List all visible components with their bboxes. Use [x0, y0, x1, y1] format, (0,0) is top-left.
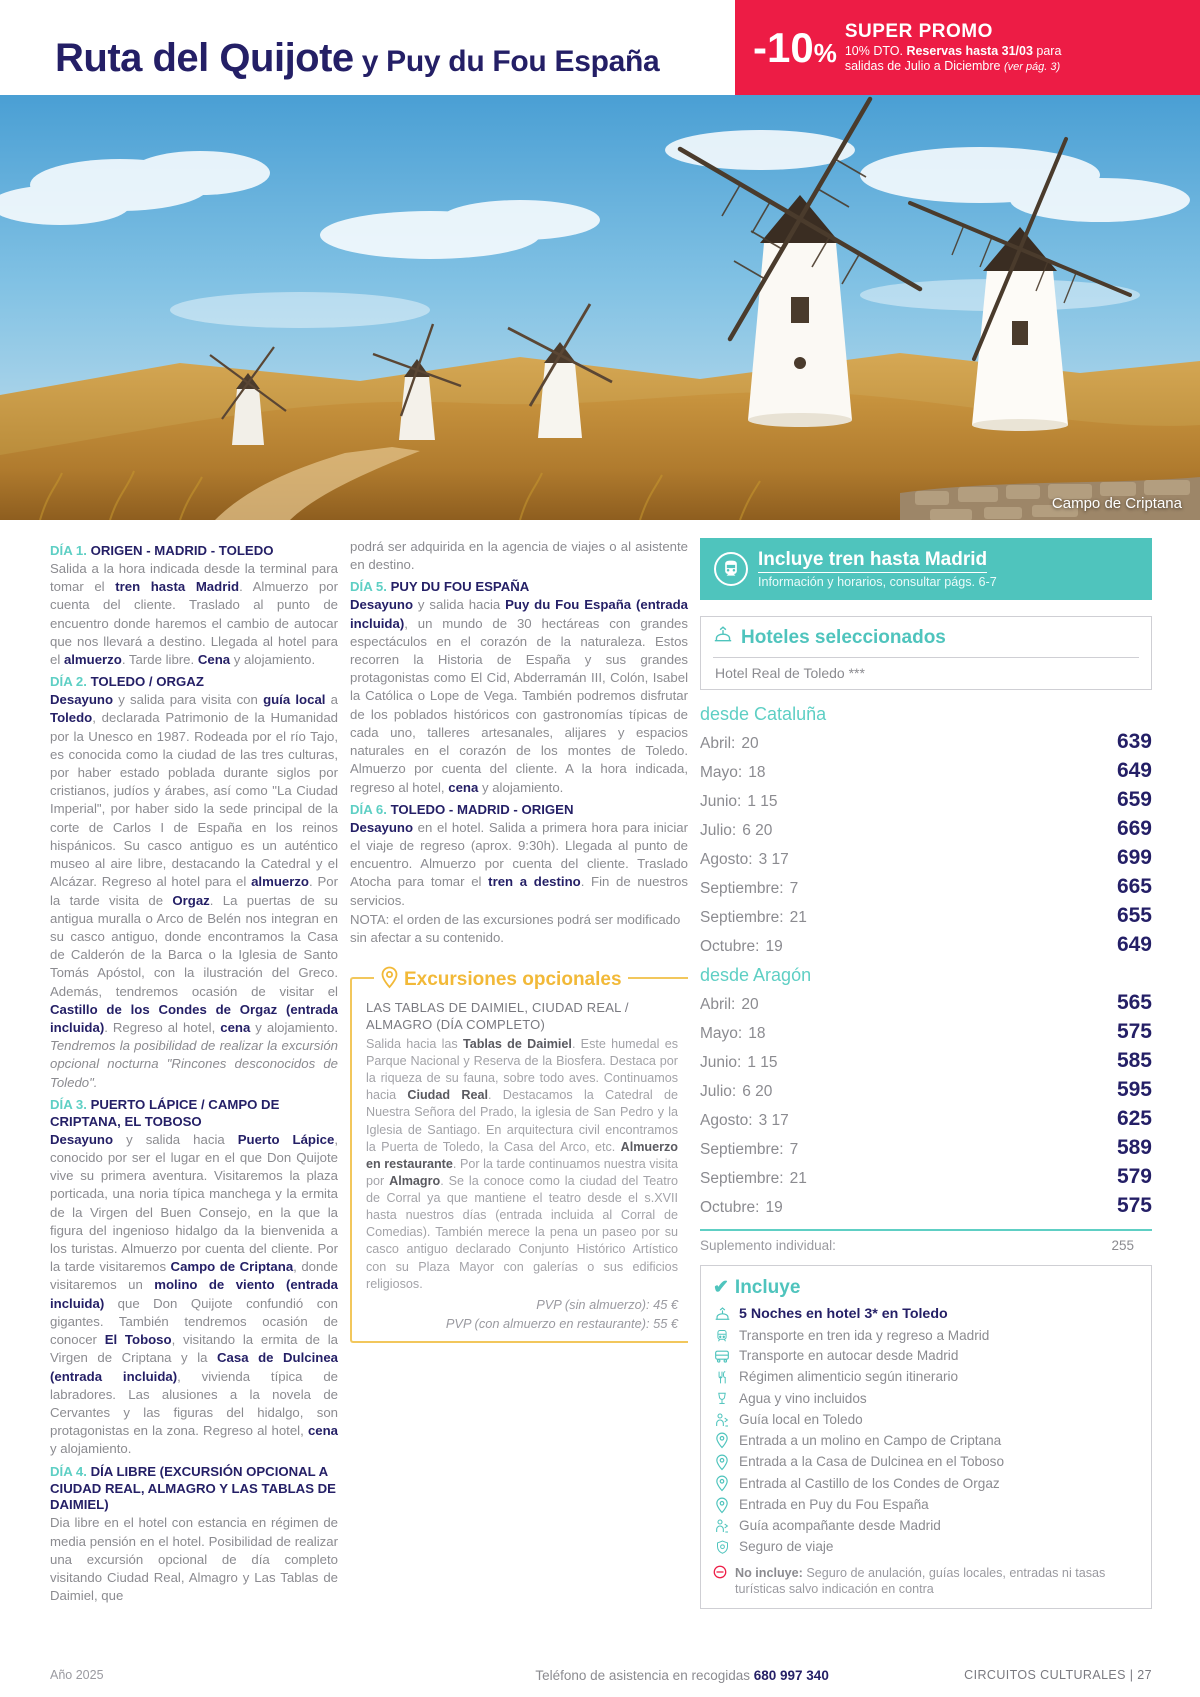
- not-included-label: No incluye:: [735, 1566, 803, 1581]
- price-row: [700, 930, 1152, 959]
- price-row: [700, 872, 1152, 901]
- bed-icon: [713, 1307, 731, 1322]
- price-month: Junio:: [700, 792, 742, 810]
- include-label: Agua y vino incluidos: [739, 1390, 867, 1406]
- pin-icon: [713, 1454, 731, 1471]
- windmills-illustration: [0, 95, 1200, 520]
- price-dates: 18: [748, 1024, 766, 1042]
- includes-title: Incluye: [734, 1276, 801, 1298]
- excursion-price-2: PVP (con almuerzo en restaurante): 55 €: [445, 1315, 678, 1331]
- day-title: ORIGEN - MADRID - TOLEDO: [90, 543, 274, 558]
- hero-image: [0, 95, 1200, 520]
- not-included-detail: Seguro de anulación, guías locales, entradas ni tasas turísticas salvo indicación en contra: [735, 1566, 1106, 1597]
- day-heading: [50, 1464, 338, 1515]
- price-value: 595: [1116, 1077, 1152, 1101]
- price-row: [700, 1017, 1152, 1046]
- price-label: [700, 735, 759, 753]
- include-label: Seguro de viaje: [739, 1538, 834, 1554]
- price-month: Septiembre:: [700, 1140, 784, 1158]
- price-label: [700, 851, 789, 869]
- price-month: Abril:: [700, 995, 736, 1013]
- price-label: [700, 880, 798, 898]
- itinerary-column-left: [0, 538, 350, 1609]
- price-label: [700, 996, 759, 1014]
- hotels-box: [700, 616, 1152, 690]
- price-row: [700, 1046, 1152, 1075]
- promo-title: SUPER PROMO: [844, 20, 993, 42]
- price-value: 575: [1116, 1193, 1152, 1217]
- price-dates: 1 15: [747, 792, 778, 810]
- day-text-continued: podrá ser adquirida en la agencia de viajes o al asistente en destino.: [350, 539, 688, 573]
- train-icon: [714, 552, 748, 586]
- day-heading: [350, 579, 688, 596]
- price-row: [700, 1191, 1152, 1220]
- price-month: Mayo:: [700, 763, 743, 781]
- promo-line1-c: para: [1032, 43, 1062, 58]
- price-group-cataluna: [700, 704, 1152, 959]
- price-value: 625: [1116, 1106, 1152, 1130]
- excursions-title: Excursiones opcionales: [404, 969, 622, 991]
- promo-percent: [753, 23, 837, 71]
- price-label: [700, 764, 765, 782]
- price-value: 669: [1116, 816, 1152, 840]
- price-month: Septiembre:: [700, 1169, 784, 1187]
- includes-box: [700, 1265, 1152, 1609]
- day-text: Dia libre en el hotel con estancia en régimen de media pensión en el hotel. Posibilidad de realizar una excursión opcional de día completo visitando Ciudad Real, Almagro y Las Tablas de Daimiel, que: [50, 1515, 338, 1604]
- day-text: Salida a la hora indicada desde la terminal para tomar el tren hasta Madrid. Almuerzo por cuenta del cliente. Traslado al punto de encuentro donde haremos el cambio de autocar que nos llevará a destino. Llegada al hotel para el almuerzo. Tarde libre. Cena y alojamiento.: [50, 560, 338, 667]
- sidebar-column: [700, 538, 1200, 1609]
- pin-icon: [713, 1475, 731, 1492]
- include-label: Entrada al Castillo de los Condes de Orgaz: [739, 1475, 1000, 1491]
- promo-percent-value: -10: [753, 23, 814, 71]
- include-label: Entrada a un molino en Campo de Criptana: [739, 1432, 1002, 1448]
- price-value: 589: [1116, 1135, 1152, 1159]
- price-month: Julio:: [700, 821, 737, 839]
- page-header: [0, 0, 1200, 95]
- price-row: [700, 785, 1152, 814]
- train-included-banner: [700, 538, 1152, 600]
- price-label: [700, 1083, 772, 1101]
- itinerary-note: NOTA: el orden de las excursiones podrá ser modificado sin afectar a su contenido.: [350, 911, 681, 945]
- shield-icon: [713, 1539, 731, 1555]
- day-text: Desayuno y salida hacia Puy du Fou España (entrada incluida), un mundo de 30 hectáreas con grandes espectáculos en el corazón de la naturaleza. Estos recorren la Historia de España y sus grandes protagonistas como El Cid, Abderramán III, Colón, Isabel la Católica o Lope de Vega. También podremos disfrutar de los poblados históricos con gastronomías típicas de cada uno, talleres artesanales, alijares y espacios naturales en el corazón de los montes de Toledo. Almuerzo por cuenta del cliente. A la hora indicada, regreso al hotel, cena y alojamiento.: [350, 597, 689, 795]
- price-month: Agosto:: [700, 1111, 753, 1129]
- day-title: TOLEDO / ORGAZ: [90, 674, 204, 690]
- promo-line2-b: (ver pág. 3): [1003, 61, 1061, 74]
- promo-line1-a: 10% DTO.: [844, 43, 907, 58]
- pin-icon: [713, 1432, 731, 1449]
- price-month: Abril:: [700, 734, 736, 752]
- price-value: 699: [1116, 845, 1152, 869]
- price-dates: 21: [789, 908, 807, 926]
- price-month: Mayo:: [700, 1024, 743, 1042]
- price-origin-label: desde Cataluña: [700, 704, 827, 724]
- include-item: [713, 1388, 1139, 1409]
- check-icon: ✔: [713, 1277, 729, 1298]
- price-month: Junio:: [700, 1053, 742, 1071]
- price-month: Septiembre:: [700, 908, 784, 926]
- price-dates: 18: [748, 763, 766, 781]
- day-number: DÍA 1.: [50, 543, 87, 558]
- include-item: [713, 1473, 1139, 1494]
- train-icon: [713, 1328, 731, 1344]
- price-month: Septiembre:: [700, 879, 784, 897]
- train-banner-subtitle: Información y horarios, consultar págs. 6-7: [758, 575, 997, 589]
- day-heading: [50, 1097, 338, 1131]
- include-label: 5 Noches en hotel 3* en Toledo: [739, 1306, 948, 1323]
- price-value: 639: [1116, 729, 1152, 753]
- price-dates: 7: [789, 879, 799, 897]
- price-value: 649: [1116, 932, 1152, 956]
- hotels-title: Hoteles seleccionados: [741, 626, 946, 648]
- price-row: [700, 1104, 1152, 1133]
- pin-icon: [713, 1497, 731, 1514]
- price-label: [700, 793, 778, 811]
- price-month: Julio:: [700, 1082, 737, 1100]
- price-row: [700, 1075, 1152, 1104]
- day-number: DÍA 5.: [350, 579, 387, 595]
- day-text: Desayuno y salida hacia Puerto Lápice, conocido por ser el lugar en el que Don Quijote vive su primera aventura. Visitaremos la plaza porticada, una noria típica manchega y la ermita de la Virgen del Buen Consejo, en la que la figura del ingenioso hidalgo da la bienvenida a los turistas. Almuerzo por cuenta del cliente. Por la tarde visitaremos Campo de Criptana, donde visitaremos un molino de viento (entrada incluida) que Don Quijote confundió con gigantes. También tendremos ocasión de conocer El Toboso, visitando la ermita de la Virgen de Criptana y la Casa de Dulcinea (entrada incluida), vivienda típica de labradores. Las alusiones a la novela de Cervantes y las figuras del hidalgo, son protagonistas en la zona. Regreso al hotel, cena y alojamiento.: [50, 1131, 339, 1457]
- day-block-2: [50, 674, 338, 1092]
- excursion-subtitle: LAS TABLAS DE DAIMIEL, CIUDAD REAL / ALMAGRO (DÍA COMPLETO): [366, 1000, 629, 1033]
- price-dates: 7: [789, 1140, 799, 1158]
- day-heading: [50, 543, 338, 560]
- excursion-body: Salida hacia las Tablas de Daimiel. Este humedal es Parque Nacional y Reserva de la Biosfera. Destaca por la riqueza de su fauna, sobre todo aves. Continuamos hacia Ciudad Real. Destacamos la Catedral de Nuestra Señora del Prado, la iglesia de San Pedro y la Iglesia de Santiago. En arquitectura civil encontramos la Puerta de Toledo, la Casa del Arco, etc. Almuerzo en restaurante. Por la tarde continuamos nuestra visita por Almagro. Se la conoce como la ciudad del Teatro de Corral ya que mantiene el teatro desde el s.XVII hasta nuestros días (entrada incluida al Corral de Comedias). También merece la pena un paseo por su casco antiguo declarado Conjunto Histórico Artístico con su Plaza Mayor con galerías o sus edificios religiosos.: [366, 1036, 679, 1291]
- price-dates: 1 15: [747, 1053, 778, 1071]
- excursion-price-1: PVP (sin almuerzo): 45 €: [536, 1296, 678, 1312]
- include-label: Entrada a la Casa de Dulcinea en el Toboso: [739, 1454, 1005, 1470]
- price-dates: 20: [741, 995, 759, 1013]
- not-included-text: [735, 1565, 1139, 1598]
- day-block-5: [350, 579, 688, 796]
- price-dates: 6 20: [742, 1082, 773, 1100]
- include-label: Régimen alimenticio según itinerario: [739, 1369, 959, 1385]
- location-pin-icon: [380, 966, 399, 994]
- price-table: [700, 704, 1152, 1255]
- promo-text: [845, 20, 1062, 75]
- price-value: 649: [1116, 758, 1152, 782]
- bed-icon: [713, 626, 733, 649]
- price-value: 659: [1116, 787, 1152, 811]
- supplement-row: [700, 1231, 1152, 1255]
- footer-year: Año 2025: [50, 1668, 104, 1682]
- footer-section: CIRCUITOS CULTURALES | 27: [964, 1668, 1152, 1682]
- day-block-3: [50, 1097, 338, 1459]
- day-block-4: [50, 1464, 338, 1606]
- include-item: [713, 1367, 1139, 1388]
- price-row: [700, 988, 1152, 1017]
- excursions-title-wrap: [374, 966, 628, 994]
- include-label: Guía acompañante desde Madrid: [739, 1517, 941, 1533]
- price-value: 585: [1116, 1048, 1152, 1072]
- price-month: Octubre:: [700, 937, 760, 955]
- price-row: [700, 814, 1152, 843]
- price-label: [700, 909, 807, 927]
- supplement-value: 255: [1111, 1238, 1134, 1253]
- itinerary-column-mid: [350, 538, 700, 1609]
- footer-phone-label: Teléfono de asistencia en recogidas: [535, 1667, 754, 1683]
- bus-icon: [713, 1349, 731, 1364]
- price-dates: 3 17: [758, 1111, 789, 1129]
- price-value: 665: [1116, 874, 1152, 898]
- promo-line-2: [845, 59, 1062, 75]
- price-label: [700, 1112, 789, 1130]
- page-footer: [0, 1653, 1200, 1697]
- include-item: [713, 1304, 1139, 1325]
- day-title: DÍA LIBRE (EXCURSIÓN OPCIONAL A CIUDAD REAL, ALMAGRO Y LAS TABLAS DE DAIMIEL): [50, 1463, 336, 1513]
- include-item: [713, 1430, 1139, 1451]
- include-item: [713, 1536, 1139, 1557]
- price-label: [700, 1025, 765, 1043]
- include-label: Transporte en tren ida y regreso a Madrid: [739, 1327, 990, 1343]
- price-label: [700, 1199, 783, 1217]
- supplement-label: Suplemento individual:: [700, 1238, 836, 1253]
- price-dates: 21: [789, 1169, 807, 1187]
- title-sub: y Puy du Fou España: [353, 45, 660, 78]
- include-label: Transporte en autocar desde Madrid: [739, 1348, 959, 1364]
- include-label: Entrada en Puy du Fou España: [739, 1496, 929, 1512]
- page-title: [0, 36, 659, 95]
- price-value: 655: [1116, 903, 1152, 927]
- price-row: [700, 756, 1152, 785]
- day-block-6: [350, 802, 688, 910]
- price-label: [700, 1141, 798, 1159]
- guide-icon: [713, 1412, 731, 1428]
- hotels-header: [713, 626, 1139, 657]
- price-value: 575: [1116, 1019, 1152, 1043]
- price-value: 579: [1116, 1164, 1152, 1188]
- not-included-row: [713, 1565, 1139, 1598]
- price-label: [700, 822, 772, 840]
- promo-line-1: [845, 44, 1062, 60]
- price-row: [700, 727, 1152, 756]
- page-content: [0, 520, 1200, 1609]
- include-label: Guía local en Toledo: [739, 1411, 863, 1427]
- include-item: [713, 1325, 1139, 1346]
- price-row: [700, 1133, 1152, 1162]
- excursions-box: [350, 969, 688, 1343]
- day-number: DÍA 3.: [50, 1096, 87, 1112]
- price-dates: 19: [765, 937, 783, 955]
- promo-banner: [735, 0, 1200, 95]
- title-main: Ruta del Quijote: [55, 36, 354, 80]
- price-dates: 3 17: [758, 850, 789, 868]
- price-dates: 20: [741, 734, 759, 752]
- day-number: DÍA 4.: [50, 1463, 87, 1479]
- promo-percent-symbol: %: [813, 37, 837, 68]
- footer-phone: [400, 1668, 964, 1683]
- day-title: PUY DU FOU ESPAÑA: [390, 579, 530, 595]
- footer-phone-number: 680 997 340: [753, 1667, 829, 1683]
- price-label: [700, 938, 783, 956]
- price-month: Octubre:: [700, 1198, 760, 1216]
- day-block-1: [50, 543, 338, 669]
- price-label: [700, 1054, 778, 1072]
- promo-line2-a: salidas de Julio a Diciembre: [844, 59, 1004, 74]
- day-text: Desayuno en el hotel. Salida a primera hora para iniciar el viaje de regreso (aprox. 9:30h). Llegada al punto de encuentro. Almuerzo por cuenta del cliente. Traslado Atocha para tomar el tren a destino. Fin de nuestros servicios.: [350, 819, 688, 908]
- price-row: [700, 1162, 1152, 1191]
- day-heading: [350, 802, 688, 819]
- hotel-row: Hotel Real de Toledo ***: [713, 657, 1139, 689]
- include-item: [713, 1452, 1139, 1473]
- day-number: DÍA 6.: [350, 801, 387, 817]
- hero-caption: Campo de Criptana: [1051, 495, 1182, 512]
- include-item: [713, 1346, 1139, 1367]
- price-dates: 6 20: [742, 821, 773, 839]
- include-item: [713, 1494, 1139, 1515]
- price-group-aragon: [700, 965, 1152, 1220]
- price-row: [700, 901, 1152, 930]
- train-banner-title: Incluye tren hasta Madrid: [758, 549, 987, 573]
- day-heading: [50, 674, 338, 691]
- price-row: [700, 843, 1152, 872]
- include-item: [713, 1410, 1139, 1431]
- day-title: TOLEDO - MADRID - ORIGEN: [390, 801, 574, 817]
- day-title: PUERTO LÁPICE / CAMPO DE CRIPTANA, EL TOBOSO: [50, 1096, 280, 1129]
- guide-icon: [713, 1518, 731, 1534]
- day-text: Desayuno y salida para visita con guía local a Toledo, declarada Patrimonio de la Humanidad por la Unesco en 1987. Rodeada por el río Tajo, es conocida como la ciudad de las tres culturas, por haber estado poblada durante siglos por cristianos, judíos y árabes, así como "La Ciudad Imperial", por haber sido la sede principal de la corte de Carlos I de España en los reinos hispánicos. Su casco antiguo es un auténtico museo al aire libre, destacando la Catedral y el Alcázar. Regreso al hotel para el almuerzo. Por la tarde visita de Orgaz. La puertas de su antigua muralla o Arco de Belén nos integran en su casco antiguo, donde encontramos la Casa de Calderón de la Barca o la Iglesia de Santo Tomás Apóstol, con la ilustración del Greco. Además, tendremos ocasión de visitar el Castillo de los Condes de Orgaz (entrada incluida). Regreso al hotel, cena y alojamiento. Tendremos la posibilidad de realizar la excursión opcional nocturna "Rincones desconocidos de Toledo".: [50, 692, 338, 1090]
- price-label: [700, 1170, 807, 1188]
- price-dates: 19: [765, 1198, 783, 1216]
- train-banner-text: [758, 549, 997, 589]
- wineglass-icon: [713, 1390, 731, 1407]
- day-number: DÍA 2.: [50, 674, 87, 690]
- price-value: 565: [1116, 990, 1152, 1014]
- price-origin-label: desde Aragón: [700, 965, 812, 985]
- cutlery-icon: [713, 1369, 731, 1386]
- include-item: [713, 1516, 1139, 1537]
- includes-header: [713, 1276, 1139, 1299]
- price-month: Agosto:: [700, 850, 753, 868]
- no-entry-icon: [713, 1565, 729, 1598]
- promo-line1-b: Reservas hasta 31/03: [906, 43, 1033, 58]
